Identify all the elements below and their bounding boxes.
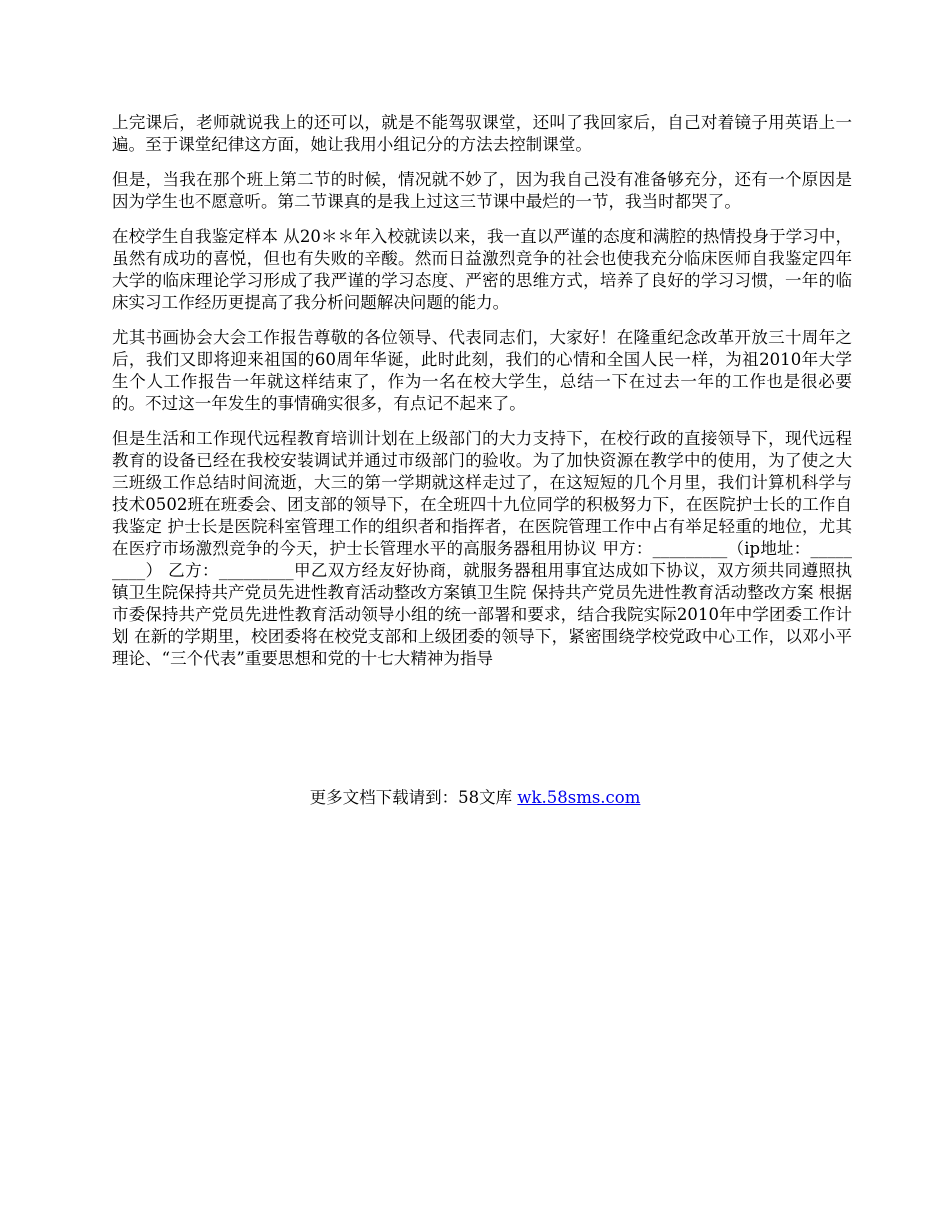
footer-prefix: 更多文档下载请到：58文库	[309, 788, 518, 807]
paragraph-2: 但是，当我在那个班上第二节的时候，情况就不妙了，因为我自己没有准备够充分，还有一个原因是因为学生也不愿意听。第二节课真的是我上过这三节课中最烂的一节，我当时都哭了。	[112, 170, 852, 211]
paragraph-3: 在校学生自我鉴定样本 从20＊＊年入校就读以来，我一直以严谨的态度和满腔的热情投身于学习中，虽然有成功的喜悦，但也有失败的辛酸。然而日益激烈竞争的社会也使我充分临床医师自我鉴定四年大学的临床理论学习形成了我严谨的学习态度、严密的思维方式，培养了良好的学习习惯，一年的临床实习工作经历更提高了我分析问题解决问题的能力。	[112, 227, 852, 312]
paragraph-1: 上完课后，老师就说我上的还可以，就是不能驾驭课堂，还叫了我回家后，自己对着镜子用英语上一遍。至于课堂纪律这方面，她让我用小组记分的方法去控制课堂。	[112, 113, 852, 154]
footer-link[interactable]: wk.58sms.com	[517, 788, 641, 807]
paragraph-4: 尤其书画协会大会工作报告尊敬的各位领导、代表同志们，大家好！在隆重纪念改革开放三十周年之后，我们又即将迎来祖国的60周年华诞，此时此刻，我们的心情和全国人民一样，为祖2010年大学生个人工作报告一年就这样结束了，作为一名在校大学生，总结一下在过去一年的工作也是很必要的。不过这一年发生的事情确实很多，有点记不起来了。	[112, 328, 852, 413]
paragraph-5: 但是生活和工作现代远程教育培训计划在上级部门的大力支持下，在校行政的直接领导下，现代远程教育的设备已经在我校安装调试并通过市级部门的验收。为了加快资源在教学中的使用，为了使之大三班级工作总结时间流逝，大三的第一学期就这样走过了，在这短短的几个月里，我们计算机科学与技术0502班在班委会、团支部的领导下，在全班四十九位同学的积极努力下，在医院护士长的工作自我鉴定 护士长是医院科室管理工作的组织者和指挥者，在医院管理工作中占有举足轻重的地位，尤其在医疗市场激烈竞争的今天，护士长管理水平的高服务器租用协议 甲方：_________（ip地址：_________） 乙方：_________甲乙双方经友好协商，就服务器租用事宜达成如下协议，双方须共同遵照执镇卫生院保持共产党员先进性教育活动整改方案镇卫生院 保持共产党员先进性教育活动整改方案 根据市委保持共产党员先进性教育活动领导小组的统一部署和要求，结合我院实际2010年中学团委工作计划 在新的学期里，校团委将在校党支部和上级团委的领导下，紧密围绕学校党政中心工作，以邓小平理论、“三个代表”重要思想和党的十七大精神为指导	[112, 429, 852, 668]
document-body	[112, 112, 852, 684]
download-footer	[0, 787, 950, 809]
